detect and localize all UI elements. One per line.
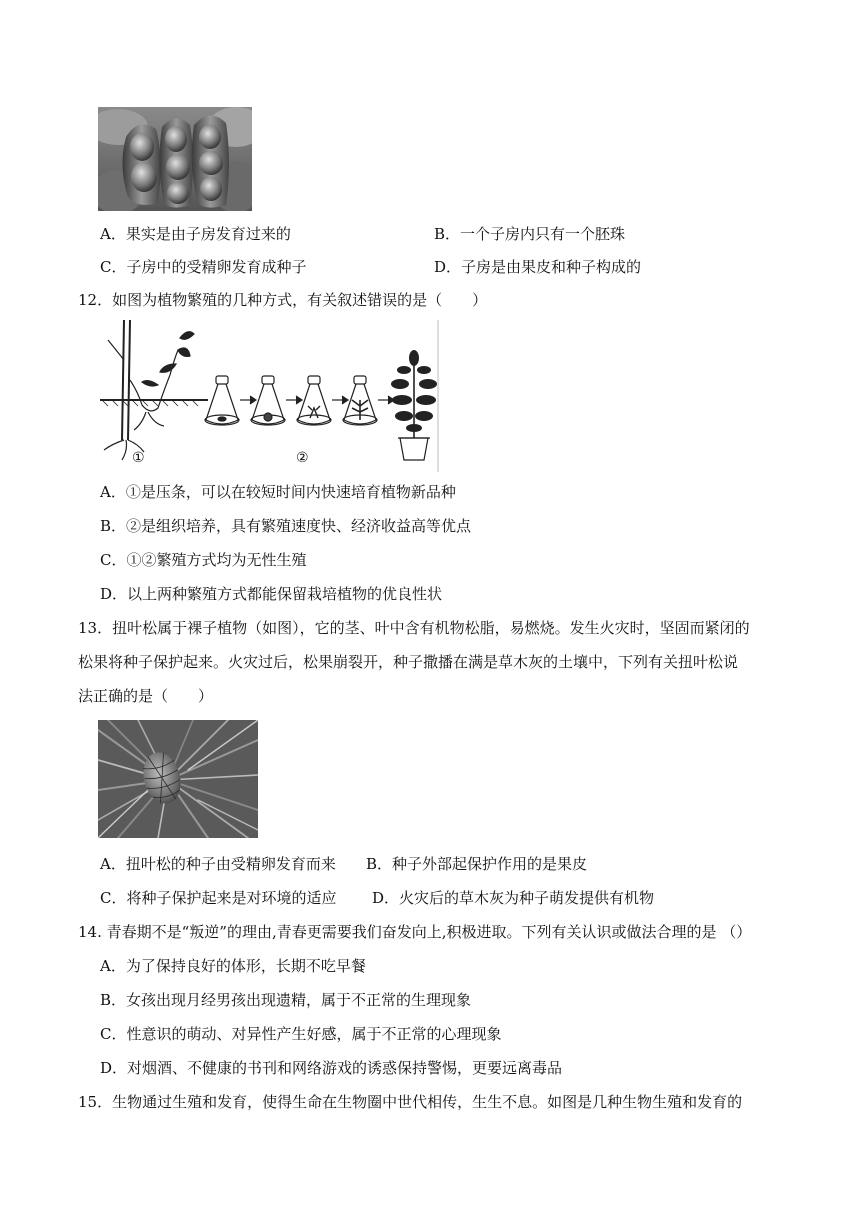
q15-stem: 15．生物通过生殖和发育，使得生命在生物圈中世代相传，生生不息。如图是几种生物生殖和发育的: [78, 1093, 743, 1111]
q11-option-d: D．子房是由果皮和种子构成的: [434, 258, 642, 276]
q12-option-d: D．以上两种繁殖方式都能保留栽培植物的优良性状: [100, 585, 443, 603]
q14-option-a: A．为了保持良好的体形，长期不吃早餐: [100, 957, 366, 975]
q13-stem-line3: 法正确的是（ ）: [78, 687, 214, 705]
q12-stem: 12．如图为植物繁殖的几种方式，有关叙述错误的是（ ）: [78, 291, 488, 309]
q11-option-a: A．果实是由子房发育过来的: [100, 225, 291, 243]
q12-option-a: A．①是压条，可以在较短时间内快速培育植物新品种: [100, 483, 456, 501]
pine-cone-photo: [98, 720, 258, 838]
q12-option-b: B．②是组织培养，具有繁殖速度快、经济收益高等优点: [100, 517, 472, 535]
q13-option-b: B．种子外部起保护作用的是果皮: [366, 855, 588, 873]
q13-option-a: A．扭叶松的种子由受精卵发育而来: [100, 855, 336, 873]
q13-option-c: C．将种子保护起来是对环境的适应: [100, 889, 337, 907]
q13-stem-line1: 13．扭叶松属于裸子植物（如图），它的茎、叶中含有机物松脂，易燃烧。发生火灾时，坚固而紧闭的: [78, 619, 750, 637]
q11-option-b: B．一个子房内只有一个胚珠: [434, 225, 626, 243]
q11-option-c: C．子房中的受精卵发育成种子: [100, 258, 307, 276]
peanut-photo: [98, 107, 252, 211]
figure-label-1: ①: [132, 450, 145, 466]
figure-label-2: ②: [296, 450, 309, 466]
q12-option-c: C．①②繁殖方式均为无性生殖: [100, 551, 307, 569]
propagation-figure: [98, 320, 440, 472]
q14-option-c: C．性意识的萌动、对异性产生好感，属于不正常的心理现象: [100, 1025, 502, 1043]
q14-option-d: D．对烟酒、不健康的书刊和网络游戏的诱惑保持警惕，更要远离毒品: [100, 1059, 563, 1077]
q14-stem: 14. 青春期不是“叛逆”的理由,青春更需要我们奋发向上,积极进取。下列有关认识或做法合理的是 （）: [78, 923, 752, 941]
q13-option-d: D．火灾后的草木灰为种子萌发提供有机物: [372, 889, 655, 907]
q13-stem-line2: 松果将种子保护起来。火灾过后，松果崩裂开，种子撒播在满是草木灰的土壤中，下列有关扭叶松说: [78, 653, 739, 671]
q14-option-b: B．女孩出现月经男孩出现遗精，属于不正常的生理现象: [100, 991, 472, 1009]
